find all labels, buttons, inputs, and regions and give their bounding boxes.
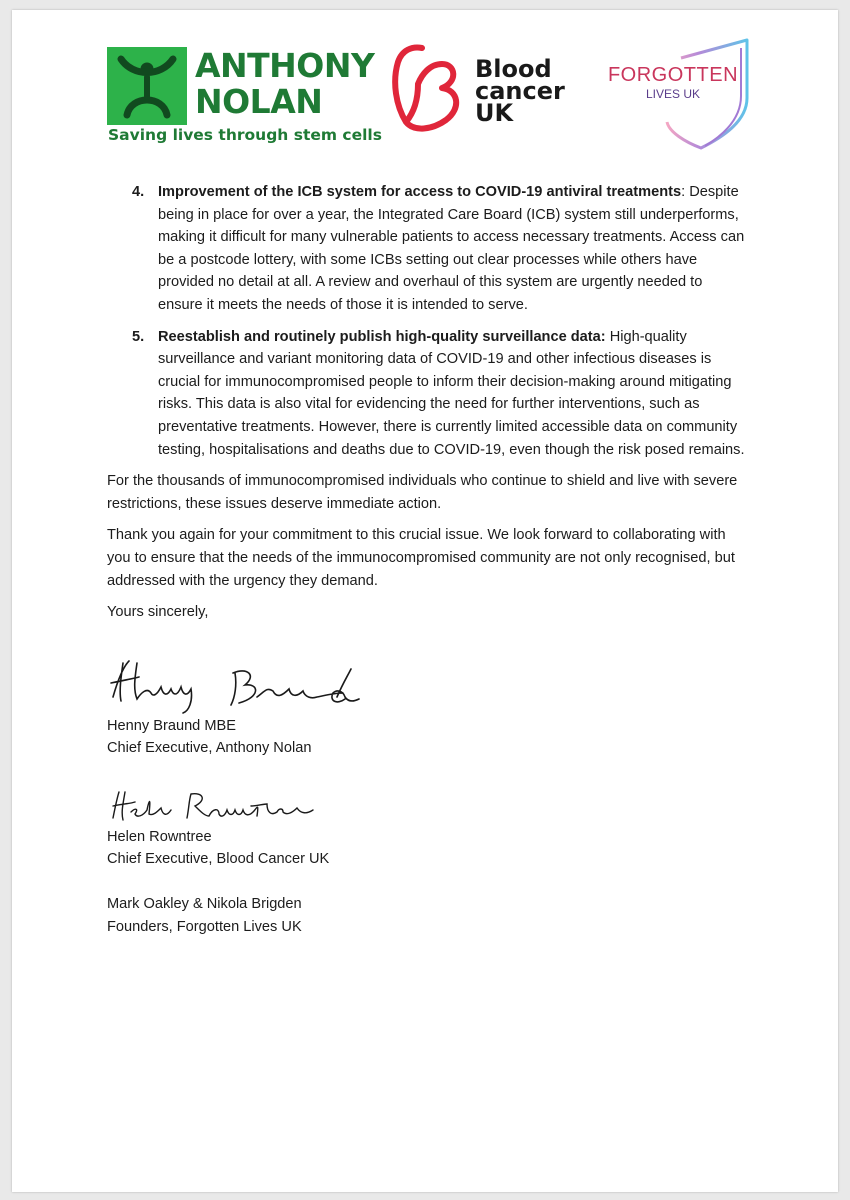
list-item: [107, 181, 747, 317]
signature-helen-rowntree: [107, 786, 327, 826]
list-item-number: 5.: [132, 328, 145, 345]
letter-body: [107, 181, 747, 938]
signatory-block: [107, 715, 747, 760]
signatory-name: Helen Rowntree: [107, 828, 212, 845]
signatory-title: Chief Executive, Anthony Nolan: [107, 740, 312, 757]
list-item-number: 4.: [132, 184, 145, 200]
signature-henny-braund: [107, 653, 367, 715]
list-item-heading: Reestablish and routinely publish high-quality surveillance data:: [158, 328, 606, 345]
logo-header: [12, 10, 838, 160]
anthony-nolan-logo-mark: [107, 47, 187, 125]
signatory-title: Chief Executive, Blood Cancer UK: [107, 851, 330, 868]
paragraph: Thank you again for your commitment to this crucial issue. We look forward to collaborating with you to ensure that the needs of the immunocompromised community are not only recognised, but addressed with the urgency they demand.: [107, 527, 735, 589]
list-item-body: Despite being in place for over a year, the Integrated Care Board (ICB) system still underperforms, making it difficult for many vulnerable patients to access necessary treatments. Access can be a postcode lottery, with some ICBs setting out clear processes while others have provided no detail at all. A review and overhaul of this system are urgently needed to ensure it meets the needs of those it is intended to serve.: [158, 184, 745, 313]
list-item-body: High-quality surveillance and variant monitoring data of COVID-19 and other infectious diseases is crucial for immunocompromised people to inform their decision-making around mitigating risks. This data is also vital for evidencing the need for further interventions, such as preventative treatments. However, there is currently limited accessible data on community testing, hospitalisations and deaths due to COVID-19, even though the risk posed remains.: [158, 328, 745, 458]
letter-page: [12, 10, 838, 1192]
signatory-name: Henny Braund MBE: [107, 717, 236, 734]
signatory-title: Founders, Forgotten Lives UK: [107, 918, 302, 935]
forgotten-lives-name: FORGOTTEN: [607, 64, 739, 86]
signatory-block: [107, 826, 747, 871]
closing: Yours sincerely,: [107, 604, 209, 621]
forgotten-lives-subtitle: LIVES UK: [645, 87, 701, 101]
blood-cancer-uk-name: Blood cancer UK: [475, 55, 565, 127]
paragraph: For the thousands of immunocompromised individuals who continue to shield and live with severe restrictions, these issues deserve immediate action.: [107, 473, 738, 512]
signatory-block: [107, 893, 747, 938]
list-item-heading: Improvement of the ICB system for access to COVID-19 antiviral treatments: [158, 184, 682, 200]
anthony-nolan-tagline: Saving lives through stem cells: [108, 126, 382, 144]
blood-cancer-uk-b-icon: [388, 40, 470, 132]
stick-figure-icon: [107, 47, 187, 125]
anthony-nolan-name: ANTHONY NOLAN: [195, 46, 375, 121]
list-item: [107, 326, 747, 462]
list-item-heading-suffix: :: [681, 184, 686, 200]
signatory-name: Mark Oakley & Nikola Brigden: [107, 896, 302, 913]
